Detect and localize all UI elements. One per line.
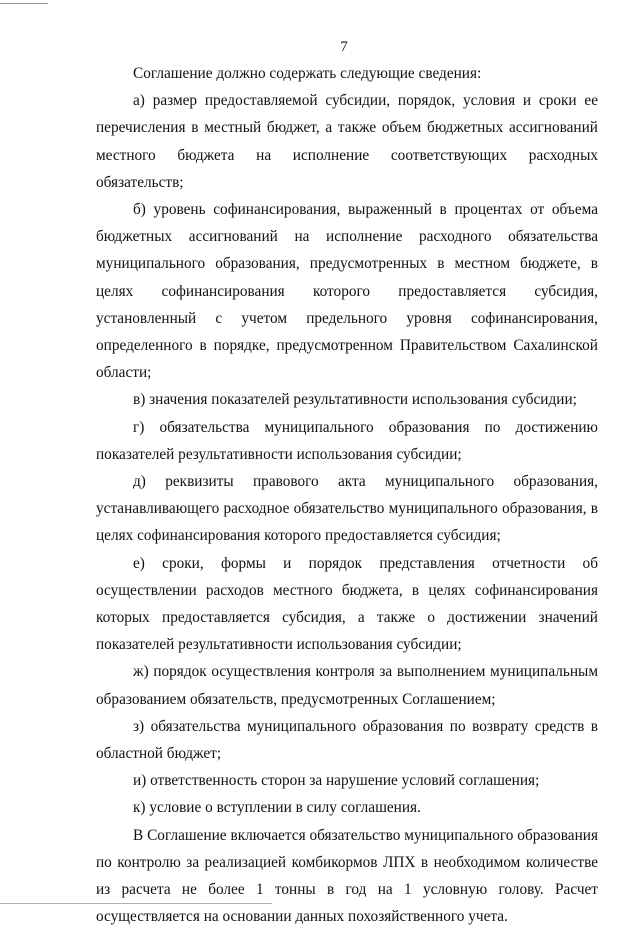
page-number: 7 <box>340 39 348 55</box>
paragraph-item-a: а) размер предоставляемой субсидии, порядок, условия и сроки ее перечисления в местный бюджет, а также объем бюджетных ассигнований местного бюджета на исполнение соответствующих расходных обязательств; <box>96 92 598 191</box>
paragraph-intro: Соглашение должно содержать следующие сведения: <box>133 65 482 82</box>
paragraph-item-zh: ж) порядок осуществления контроля за выполнением муниципальным образованием обязательств, предусмотренных Соглашением; <box>96 663 598 708</box>
scan-edge-line-bottom <box>0 903 272 904</box>
paragraph-item-v: в) значения показателей результативности использования субсидии; <box>133 391 577 409</box>
scan-edge-line-top <box>0 3 48 4</box>
paragraph-item-g: г) обязательства муниципального образования по достижению показателей результативности использования субсидии; <box>96 418 598 463</box>
paragraph-item-d: д) реквизиты правового акта муниципального образования, устанавливающего расходное обязательство муниципального образования, в целях софинансирования которого предоставляется субсидия; <box>96 473 598 545</box>
paragraph-item-z: з) обязательства муниципального образования по возврату средств в областной бюджет; <box>96 717 598 763</box>
paragraph-item-i: и) ответственность сторон за нарушение условий соглашения; <box>133 772 540 790</box>
paragraph-item-k: к) условие о вступлении в силу соглашения. <box>133 799 421 817</box>
paragraph-item-b: б) уровень софинансирования, выраженный в процентах от объема бюджетных ассигнований на исполнение расходного обязательства муниципального образования, предусмотренных в местном бюджете, в целях софинансирования которого предоставляется субсидия, установленный с учетом предельного уровня софинансирования, определенного в порядке, предусмотренном Правительством Сахалинской области; <box>96 201 598 382</box>
paragraph-item-e: е) сроки, формы и порядок представления отчетности об осуществлении расходов местного бюджета, в целях софинансирования которых предоставляется субсидия, а также о достижении значений показателей результативности использования субсидии; <box>96 554 598 654</box>
document-body <box>96 60 598 931</box>
paragraph-obligation: В Соглашение включается обязательство муниципального образования по контролю за реализацией комбикормов ЛПХ в необходимом количестве из расчета не более 1 тонны в год на 1 условную голову. Расчет осуществляется на основании данных похозяйственного учета. <box>96 826 598 926</box>
